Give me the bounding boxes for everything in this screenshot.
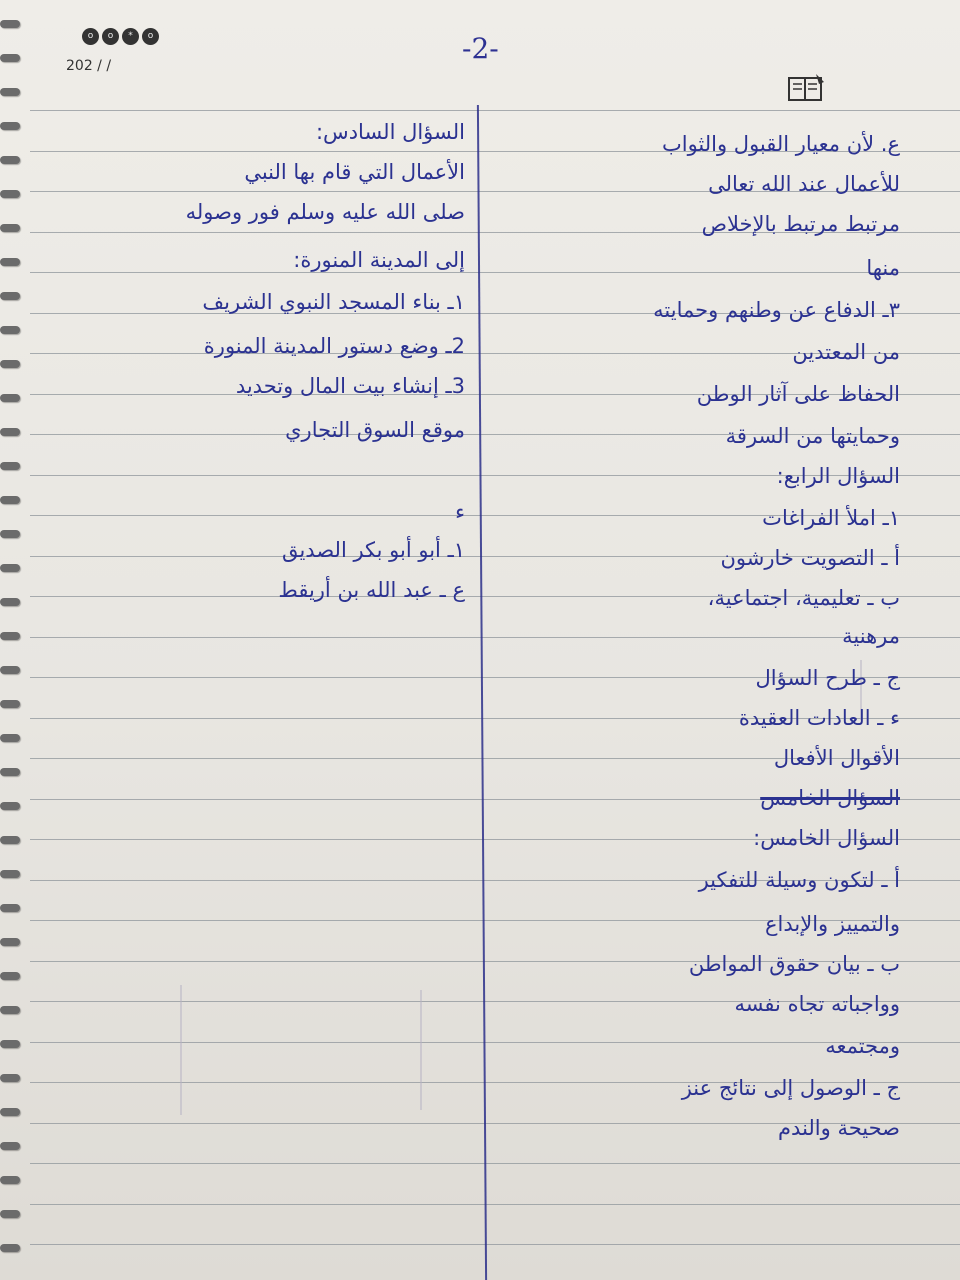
binding-ring bbox=[0, 122, 20, 130]
binding-ring bbox=[0, 190, 20, 198]
binding-ring bbox=[0, 802, 20, 810]
answer-line: مرتبط مرتبط بالإخلاص bbox=[701, 212, 900, 236]
logo-dot-icon: o bbox=[142, 28, 159, 45]
answer-line: للأعمال عند الله تعالى bbox=[708, 172, 900, 196]
binding-ring bbox=[0, 938, 20, 946]
answer-line: ع. لأن معيار القبول والثواب bbox=[661, 132, 900, 156]
answer-line: صلى الله عليه وسلم فور وصوله bbox=[185, 200, 465, 224]
answer-line: أ ـ لتكون وسيلة للتفكير bbox=[698, 868, 900, 892]
binding-ring bbox=[0, 360, 20, 368]
binding-ring bbox=[0, 156, 20, 164]
binding-ring bbox=[0, 564, 20, 572]
answer-line: ١ـ املأ الفراغات bbox=[762, 506, 900, 530]
binding-ring bbox=[0, 394, 20, 402]
page-number: -2- bbox=[462, 32, 499, 65]
binding-ring bbox=[0, 666, 20, 674]
answer-line: ٣ـ الدفاع عن وطنهم وحمايته bbox=[653, 298, 900, 322]
answer-line: ء bbox=[455, 500, 465, 524]
answer-line: الأقوال الأفعال bbox=[773, 746, 900, 770]
ruled-line bbox=[30, 637, 960, 638]
logo-dot-icon: o bbox=[102, 28, 119, 45]
binding-ring bbox=[0, 632, 20, 640]
answer-line: والتمييز والإبداع bbox=[765, 912, 900, 936]
spiral-binding bbox=[0, 0, 22, 1280]
binding-ring bbox=[0, 428, 20, 436]
binding-ring bbox=[0, 462, 20, 470]
ruled-line bbox=[30, 1204, 960, 1205]
binding-ring bbox=[0, 54, 20, 62]
binding-ring bbox=[0, 1074, 20, 1082]
date-field: 202 / / bbox=[66, 58, 112, 74]
ruled-line bbox=[30, 110, 960, 111]
answer-line: أ ـ التصويت خارشون bbox=[720, 546, 900, 570]
answer-line: ١ـ أبو أبو بكر الصديق bbox=[281, 538, 465, 562]
answer-line: موقع السوق التجاري bbox=[285, 418, 465, 442]
answer-line: إلى المدينة المنورة: bbox=[293, 248, 465, 272]
binding-ring bbox=[0, 768, 20, 776]
binding-ring bbox=[0, 1244, 20, 1252]
answer-line: ومجتمعه bbox=[825, 1034, 900, 1058]
section-heading: السؤال الخامس: bbox=[753, 826, 900, 850]
binding-ring bbox=[0, 1142, 20, 1150]
answer-line: وواجباته تجاه نفسه bbox=[734, 992, 900, 1016]
answer-line: ب ـ بيان حقوق المواطن bbox=[688, 952, 900, 976]
answer-line: صحيحة والندم bbox=[778, 1116, 900, 1140]
binding-ring bbox=[0, 870, 20, 878]
notebook-logo bbox=[82, 28, 159, 45]
answer-line: ب ـ تعليمية، اجتماعية، bbox=[707, 586, 900, 610]
answer-line: الحفاظ على آثار الوطن bbox=[696, 382, 900, 406]
answer-line: الأعمال التي قام بها النبي bbox=[244, 160, 465, 184]
binding-ring bbox=[0, 1040, 20, 1048]
binding-ring bbox=[0, 836, 20, 844]
answer-line: ج ـ الوصول إلى نتائج عنز bbox=[681, 1076, 900, 1100]
binding-ring bbox=[0, 1006, 20, 1014]
ruled-line bbox=[30, 1163, 960, 1164]
binding-ring bbox=[0, 700, 20, 708]
answer-line: 3ـ إنشاء بيت المال وتحديد bbox=[235, 374, 465, 398]
binding-ring bbox=[0, 1210, 20, 1218]
notebook-icon bbox=[786, 72, 826, 104]
binding-ring bbox=[0, 496, 20, 504]
logo-dot-icon: * bbox=[122, 28, 139, 45]
binding-ring bbox=[0, 598, 20, 606]
section-heading: السؤال السادس: bbox=[315, 120, 465, 144]
answer-line: ء ـ العادات العقيدة bbox=[738, 706, 900, 730]
ruled-line bbox=[30, 272, 960, 273]
ruled-line bbox=[30, 1042, 960, 1043]
answer-line: ج ـ طرح السؤال bbox=[755, 666, 900, 690]
answer-line: منها bbox=[866, 256, 900, 280]
binding-ring bbox=[0, 224, 20, 232]
binding-ring bbox=[0, 258, 20, 266]
binding-ring bbox=[0, 1176, 20, 1184]
answer-line: من المعتدين bbox=[792, 340, 900, 364]
show-through-mark bbox=[180, 985, 182, 1115]
crossed-out-line: السؤال الخامس bbox=[760, 786, 900, 810]
section-heading: السؤال الرابع: bbox=[776, 464, 900, 488]
answer-line: 2ـ وضع دستور المدينة المنورة bbox=[203, 334, 465, 358]
logo-dot-icon: o bbox=[82, 28, 99, 45]
binding-ring bbox=[0, 326, 20, 334]
ruled-line bbox=[30, 1244, 960, 1245]
binding-ring bbox=[0, 20, 20, 28]
column-divider-line bbox=[477, 105, 487, 1280]
answer-line: ع ـ عبد الله بن أريقط bbox=[278, 578, 465, 602]
show-through-mark bbox=[420, 990, 422, 1110]
binding-ring bbox=[0, 530, 20, 538]
binding-ring bbox=[0, 904, 20, 912]
answer-line: وحمايتها من السرقة bbox=[725, 424, 900, 448]
binding-ring bbox=[0, 1108, 20, 1116]
binding-ring bbox=[0, 734, 20, 742]
binding-ring bbox=[0, 292, 20, 300]
answer-line: مرهنية bbox=[842, 624, 900, 648]
binding-ring bbox=[0, 972, 20, 980]
answer-line: ١ـ بناء المسجد النبوي الشريف bbox=[202, 290, 465, 314]
binding-ring bbox=[0, 88, 20, 96]
